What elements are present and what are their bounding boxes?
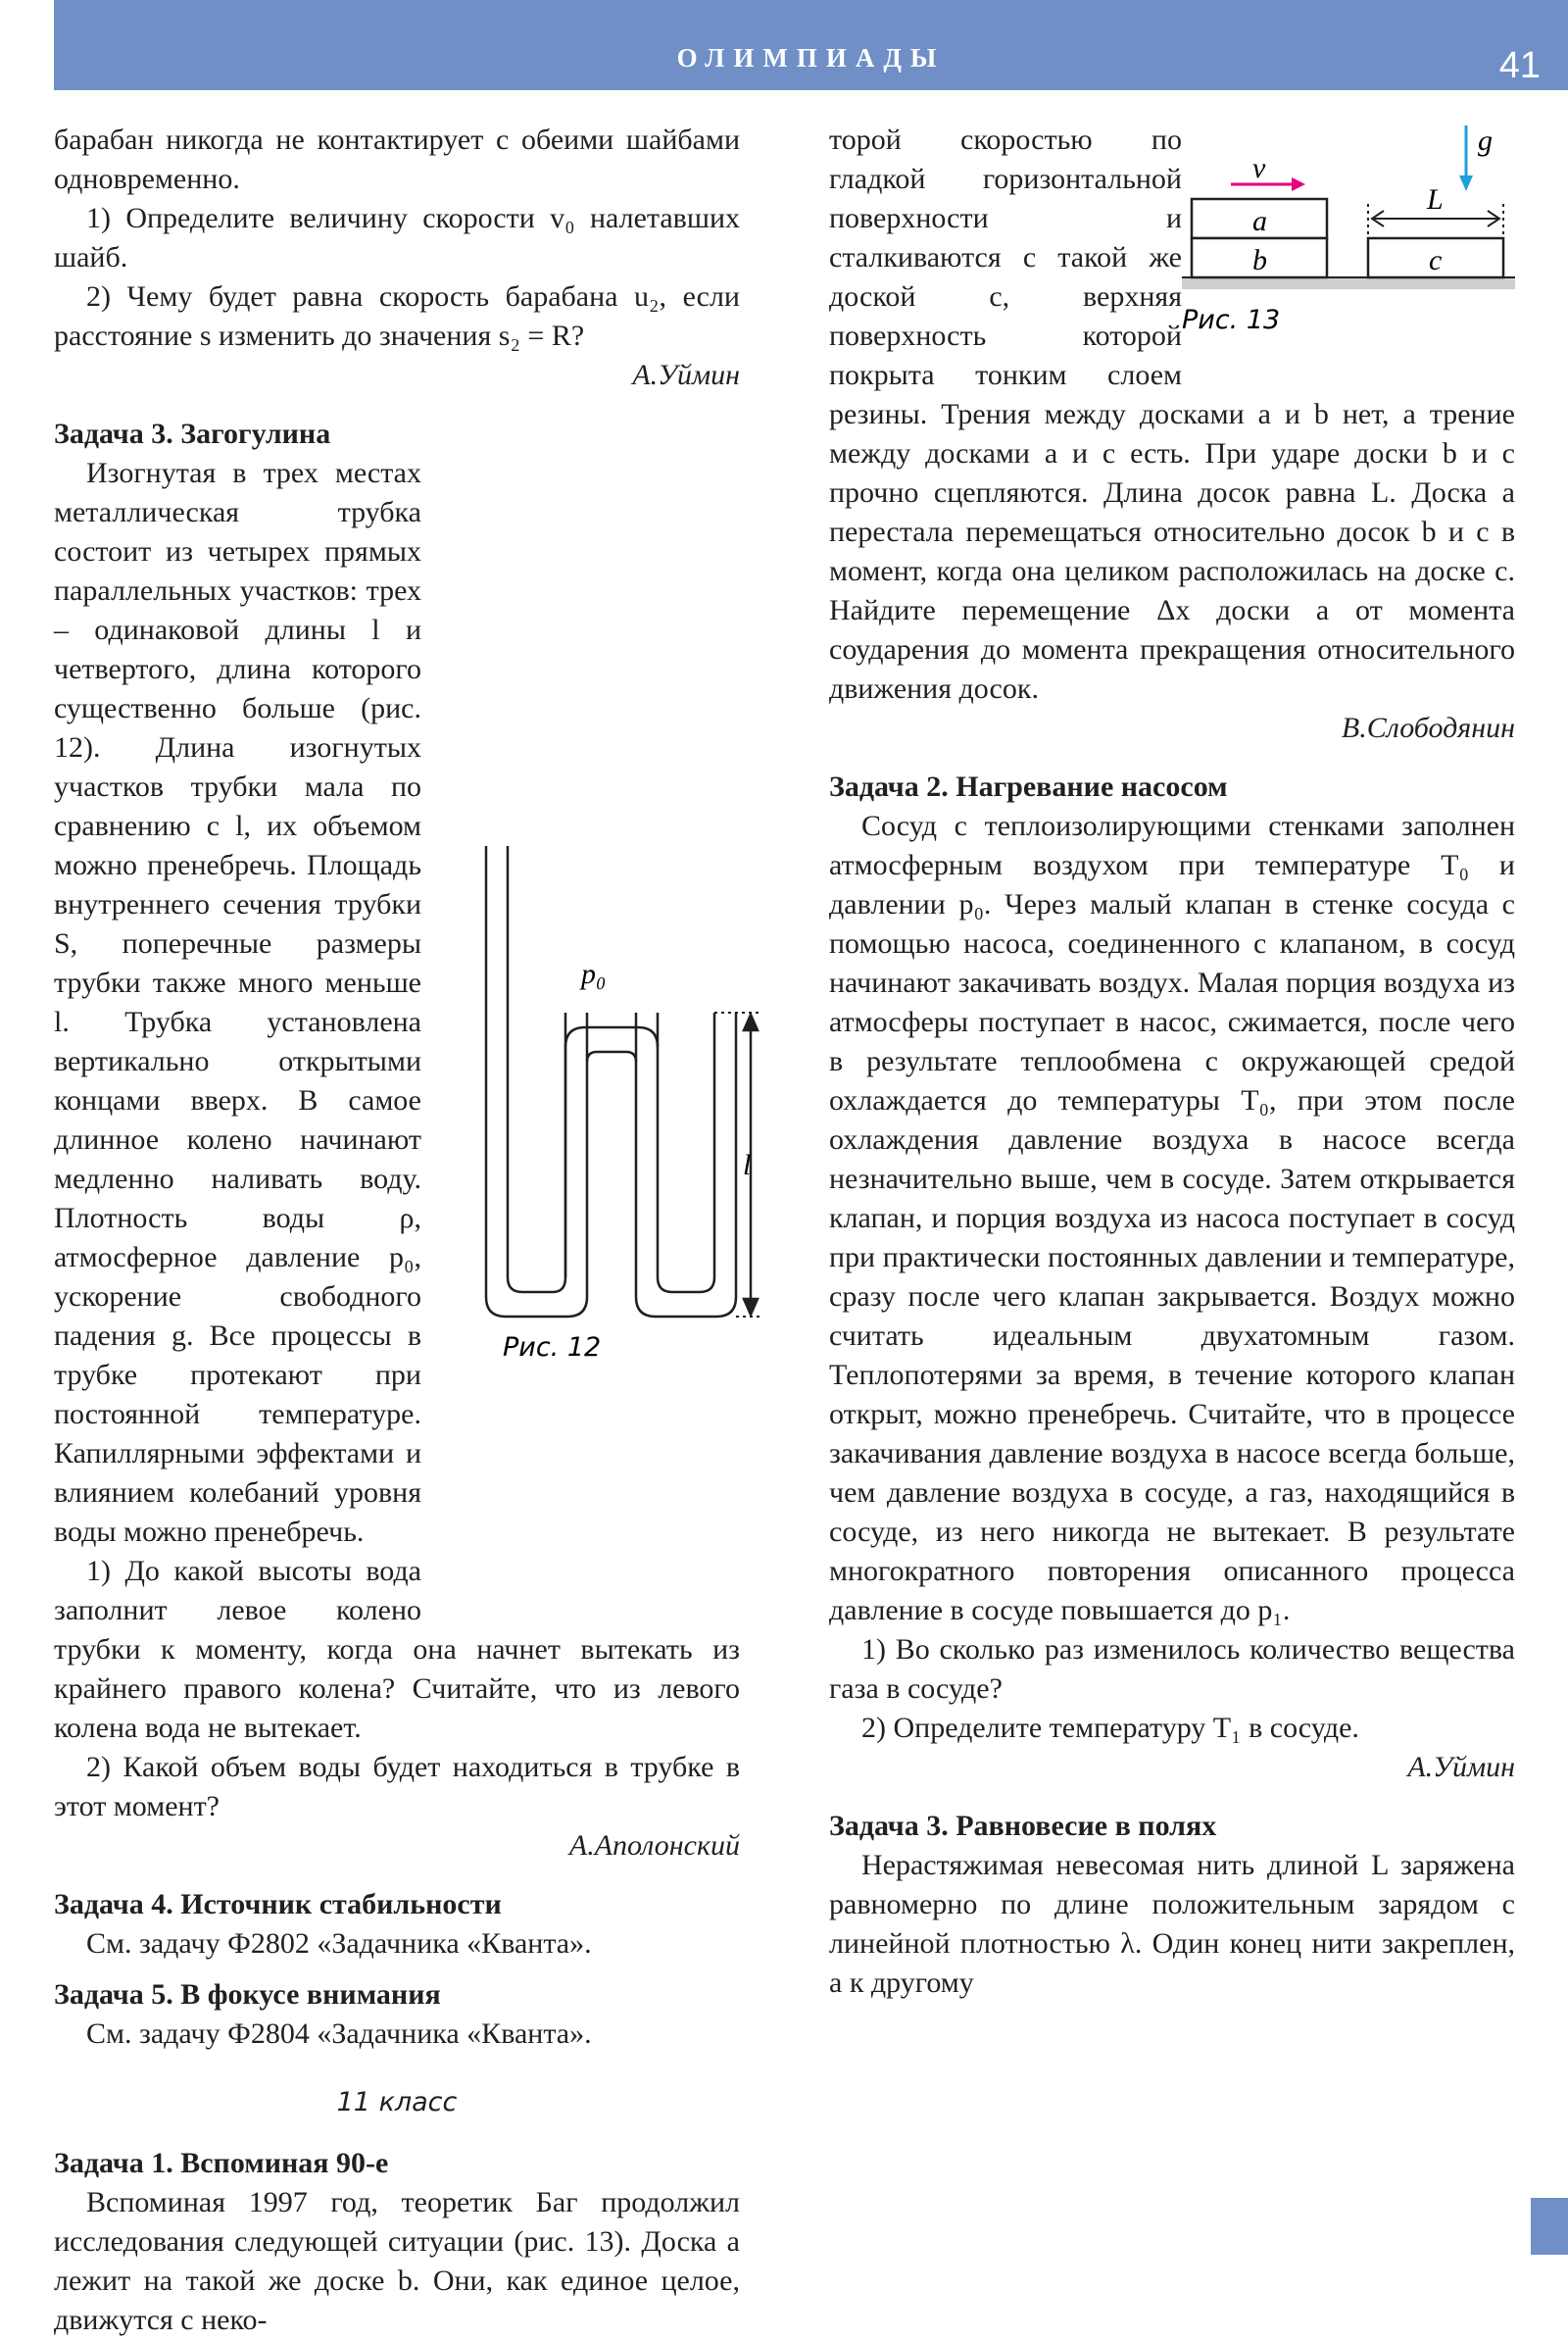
class-heading: 11 класс <box>336 2087 458 2117</box>
label-a: a <box>1252 205 1267 237</box>
left-column <box>54 121 752 2340</box>
right-column <box>829 121 1515 2003</box>
paragraph: барабан никогда не контактирует с обеими шайбами одновременно. <box>54 124 740 195</box>
paragraph: См. задачу Ф2804 «Задачника «Кванта». <box>86 2017 592 2050</box>
label-p0: p₀ <box>581 958 607 990</box>
label-g: g <box>1478 124 1493 157</box>
question: 2) Чему будет равна скорость барабана u₂, если расстояние s изменить до значения s₂ = R? <box>54 280 740 352</box>
paragraph: p₀ l Рис. 12 Изогнутая в трех местах металлическая трубка состоит из четырех прямых параллельных участков: трех – одинаковой длины l и четвертого, длина которого существенно больше (рис. 12). Длина изогнутых участков трубки мала по сравнению с l, их объемом можно пренебречь. Площадь внутреннего сечения трубки S, поперечные размеры трубки также много меньше l. Трубка установлена вертикально открытыми концами вверх. В самое длинное колено начинают медленно наливать воду. Плотность воды ρ, атмосферное давление p₀, ускорение свободного падения g. Все процессы в трубке протекают при постоянной температуре. Капиллярными эффектами и влиянием колебаний уровня воды можно пренебречь. <box>54 454 740 1552</box>
author: А.Аполонский <box>568 1829 740 1862</box>
task-heading: Задача 3. Равновесие в полях <box>829 1810 1217 1842</box>
page-corner-marker <box>1531 2198 1568 2255</box>
label-v: v <box>1252 152 1266 184</box>
figure-caption: Рис. 13 <box>1182 305 1281 335</box>
figure-13 <box>1182 121 1515 361</box>
paragraph: Вспоминая 1997 год, теоретик Баг продолжил исследования следующей ситуации (рис. 13). Доска a лежит на такой же доске b. Они, как единое целое, движутся с неко- <box>54 2186 740 2336</box>
figure-13-drawing <box>1182 121 1515 361</box>
question: 1) До какой высоты вода заполнит левое колено трубки к моменту, когда она начнет вытекать из крайнего правого колена? Считайте, что из левого колена вода не вытекает. <box>54 1555 740 1744</box>
question: 1) Определите величину скорости v₀ налетавших шайб. <box>54 202 740 274</box>
paragraph: См. задачу Ф2802 «Задачника «Кванта». <box>86 1927 592 1960</box>
question: 1) Во сколько раз изменилось количество вещества газа в сосуде? <box>829 1633 1515 1705</box>
page-header <box>54 0 1568 90</box>
paragraph: v g L a b c Рис. 13 торой скоростью по гладкой горизонтальной поверхности и сталкиваются с такой же доской c, верхняя поверхность которой покрыта тонким слоем резины. Трения между досками a и b нет, а трение между досками a и c есть. При ударе доски b и c прочно сцепляются. Длина досок равна L. Доска a перестала перемещаться относительно досок b и c в момент, когда она целиком расположилась на доске c. Найдите перемещение Δx доски a от момента соударения до момента прекращения относительного движения досок. <box>829 121 1515 709</box>
figure-caption: Рис. 12 <box>503 1332 602 1363</box>
section-title: ОЛИМПИАДЫ <box>676 43 946 73</box>
paragraph: Нерастяжимая невесомая нить длиной L заряжена равномерно по длине положительным зарядом с линейной плотностью λ. Один конец нити закреплен, а к другому <box>829 1849 1515 1999</box>
label-l: l <box>743 1149 752 1181</box>
label-L: L <box>1427 183 1444 216</box>
task-heading: Задача 5. В фокусе внимания <box>54 1978 441 2011</box>
task-heading: Задача 2. Нагревание насосом <box>829 771 1228 803</box>
task-heading: Задача 1. Вспоминая 90-е <box>54 2147 389 2179</box>
label-c: c <box>1429 244 1443 276</box>
figure-12 <box>421 846 752 1611</box>
figure-12-drawing <box>454 846 772 1611</box>
question: 2) Определите температуру T₁ в сосуде. <box>861 1712 1359 1744</box>
author: А.Уймин <box>632 359 740 391</box>
task-heading: Задача 4. Источник стабильности <box>54 1888 502 1920</box>
paragraph: Сосуд с теплоизолирующими стенками заполнен атмосферным воздухом при температуре T₀ и давлении p₀. Через малый клапан в стенке сосуда с помощью насоса, соединенного с клапаном, в сосуд начинают закачивать воздух. Малая порция воздуха из атмосферы поступает в насос, сжимается, после чего в результате теплообмена с окружающей средой охлаждается до температуры T₀, при этом после охлаждения давление воздуха в насосе всегда незначительно выше, чем в сосуде. Затем открывается клапан, и порция воздуха из насоса поступает в сосуд при практически постоянных давлении и температуре, сразу после чего клапан закрывается. Воздух можно считать идеальным двухатомным газом. Теплопотерями за время, в течение которого клапан открыт, можно пренебречь. Считайте, что в процессе закачивания давление воздуха в насосе всегда больше, чем давление воздуха в сосуде, а газ, находящийся в сосуде, из него никогда не вытекает. В результате многократного повторения описанного процесса давление в сосуде повышается до p₁. <box>829 810 1515 1626</box>
question: 2) Какой объем воды будет находиться в трубке в этот момент? <box>54 1751 740 1822</box>
task-heading: Задача 3. Загогулина <box>54 418 331 450</box>
label-b: b <box>1252 244 1267 276</box>
author: А.Уймин <box>1407 1751 1515 1783</box>
page-number: 41 <box>1498 45 1541 86</box>
author: В.Слободянин <box>1341 712 1515 744</box>
